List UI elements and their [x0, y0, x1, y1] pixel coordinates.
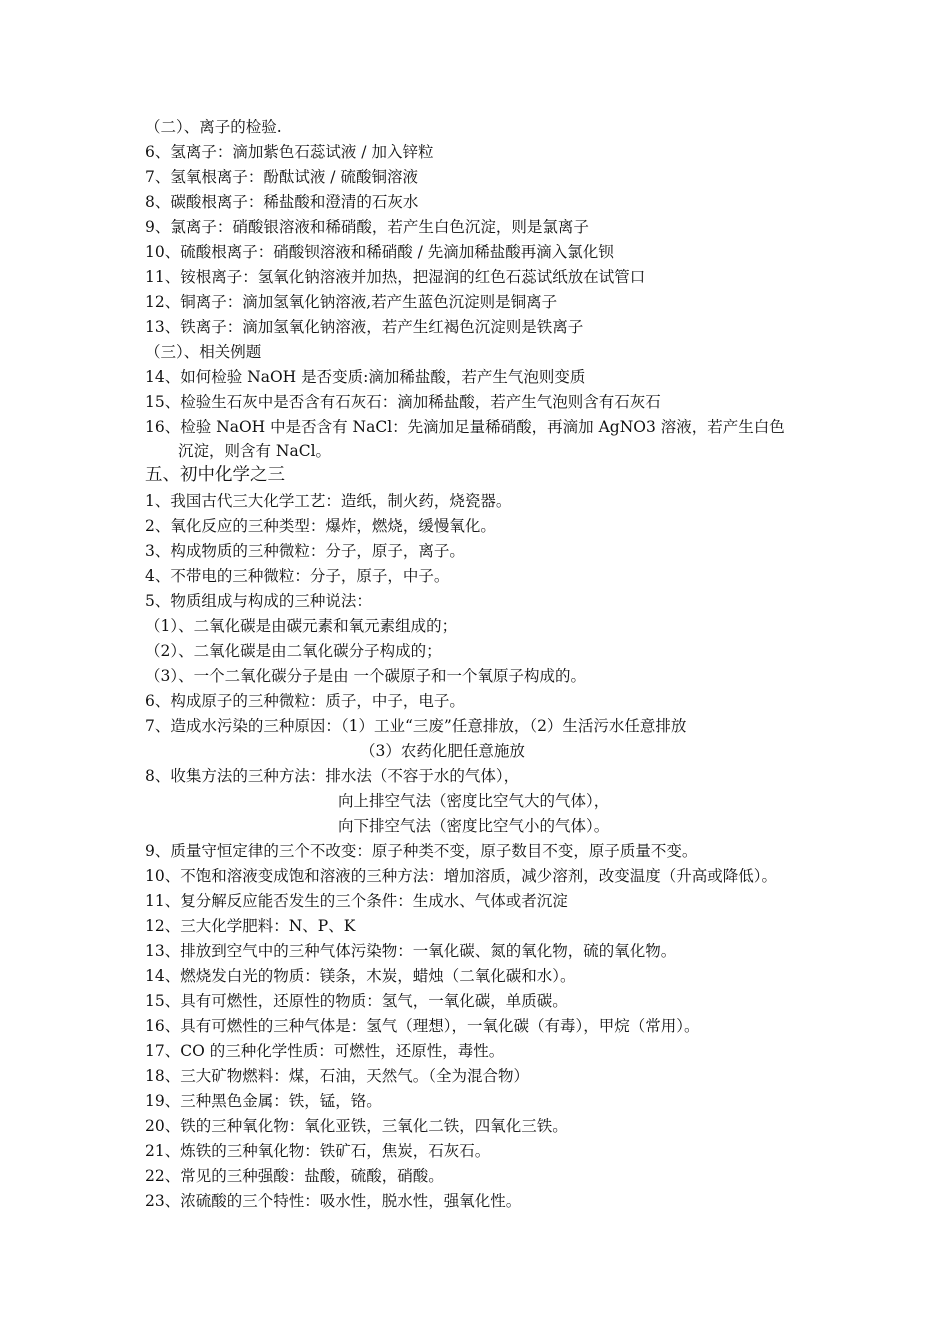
ion-test-line: 11、铵根离子：氢氧化钠溶液并加热，把湿润的红色石蕊试纸放在试管口 [145, 268, 646, 286]
list-item: 20、铁的三种氧化物：氧化亚铁，三氧化二铁，四氧化三铁。 [145, 1117, 568, 1135]
list-item: 4、不带电的三种微粒：分子，原子，中子。 [145, 567, 450, 585]
example-line: 16、检验 NaOH 中是否含有 NaCl：先滴加足量稀硝酸，再滴加 AgNO3 溶液，若产生白色 [145, 418, 785, 436]
list-item: 10、不饱和溶液变成饱和溶液的三种方法：增加溶质，减少溶剂，改变温度（升高或降低）。 [145, 867, 777, 885]
list-item: 21、炼铁的三种氧化物：铁矿石，焦炭，石灰石。 [145, 1142, 491, 1160]
ion-test-line: 6、氢离子：滴加紫色石蕊试液 / 加入锌粒 [145, 143, 434, 161]
list-item: 3、构成物质的三种微粒：分子，原子，离子。 [145, 542, 465, 560]
list-item-continuation: （3）农药化肥任意施放 [360, 742, 525, 760]
list-item: 8、收集方法的三种方法：排水法（不容于水的气体）， [145, 767, 520, 785]
ion-test-line: 8、碳酸根离子：稀盐酸和澄清的石灰水 [145, 193, 419, 211]
list-item: 19、三种黑色金属：铁，锰，铬。 [145, 1092, 382, 1110]
list-item: 7、造成水污染的三种原因：（1）工业“三废”任意排放，（2）生活污水任意排放 [145, 717, 687, 735]
ion-test-line: 10、硫酸根离子：硝酸钡溶液和稀硝酸 / 先滴加稀盐酸再滴入氯化钡 [145, 243, 614, 261]
list-item: 2、氧化反应的三种类型：爆炸，燃烧，缓慢氧化。 [145, 517, 496, 535]
list-item: 22、常见的三种强酸：盐酸，硫酸，硝酸。 [145, 1167, 444, 1185]
list-item: 14、燃烧发白光的物质：镁条，木炭，蜡烛（二氧化碳和水）。 [145, 967, 576, 985]
list-item: （1）、二氧化碳是由碳元素和氧元素组成的； [145, 617, 458, 635]
list-item: 11、复分解反应能否发生的三个条件：生成水、气体或者沉淀 [145, 892, 568, 910]
list-item: 18、三大矿物燃料：煤，石油，天然气。（全为混合物） [145, 1067, 529, 1085]
list-item: （2）、二氧化碳是由二氧化碳分子构成的； [145, 642, 442, 660]
section-heading: （二）、离子的检验. [145, 118, 282, 136]
list-item: 1、我国古代三大化学工艺：造纸，制火药，烧瓷器。 [145, 492, 512, 510]
ion-test-line: 7、氢氧根离子：酚酞试液 / 硫酸铜溶液 [145, 168, 418, 186]
ion-test-line: 9、氯离子：硝酸银溶液和稀硝酸，若产生白色沉淀，则是氯离子 [145, 218, 589, 236]
list-item-continuation: 向下排空气法（密度比空气小的气体）。 [338, 817, 610, 835]
list-item: 15、具有可燃性，还原性的物质：氢气，一氧化碳，单质碳。 [145, 992, 568, 1010]
ion-test-line: 12、铜离子：滴加氢氧化钠溶液,若产生蓝色沉淀则是铜离子 [145, 293, 558, 311]
list-item: 23、浓硫酸的三个特性：吸水性，脱水性，强氧化性。 [145, 1192, 522, 1210]
list-item: 16、具有可燃性的三种气体是：氢气（理想），一氧化碳（有毒），甲烷（常用）。 [145, 1017, 700, 1035]
list-item: 17、CO 的三种化学性质：可燃性，还原性，毒性。 [145, 1042, 505, 1060]
list-item: 6、构成原子的三种微粒：质子，中子，电子。 [145, 692, 465, 710]
list-item: 9、质量守恒定律的三个不改变：原子种类不变，原子数目不变，原子质量不变。 [145, 842, 698, 860]
example-line-continuation: 沉淀，则含有 NaCl。 [178, 442, 332, 460]
list-item: 12、三大化学肥料：N、P、K [145, 917, 356, 935]
list-item: （3）、一个二氧化碳分子是由 一个碳原子和一个氧原子构成的。 [145, 667, 587, 685]
list-item: 13、排放到空气中的三种气体污染物：一氧化碳、氮的氧化物，硫的氧化物。 [145, 942, 677, 960]
section-heading: （三）、相关例题 [145, 343, 262, 361]
example-line: 15、检验生石灰中是否含有石灰石：滴加稀盐酸，若产生气泡则含有石灰石 [145, 393, 661, 411]
part-heading: 五、初中化学之三 [145, 465, 285, 485]
list-item-continuation: 向上排空气法（密度比空气大的气体）， [338, 792, 610, 810]
list-item: 5、物质组成与构成的三种说法： [145, 592, 372, 610]
example-line: 14、如何检验 NaOH 是否变质:滴加稀盐酸，若产生气泡则变质 [145, 368, 586, 386]
ion-test-line: 13、铁离子：滴加氢氧化钠溶液，若产生红褐色沉淀则是铁离子 [145, 318, 584, 336]
